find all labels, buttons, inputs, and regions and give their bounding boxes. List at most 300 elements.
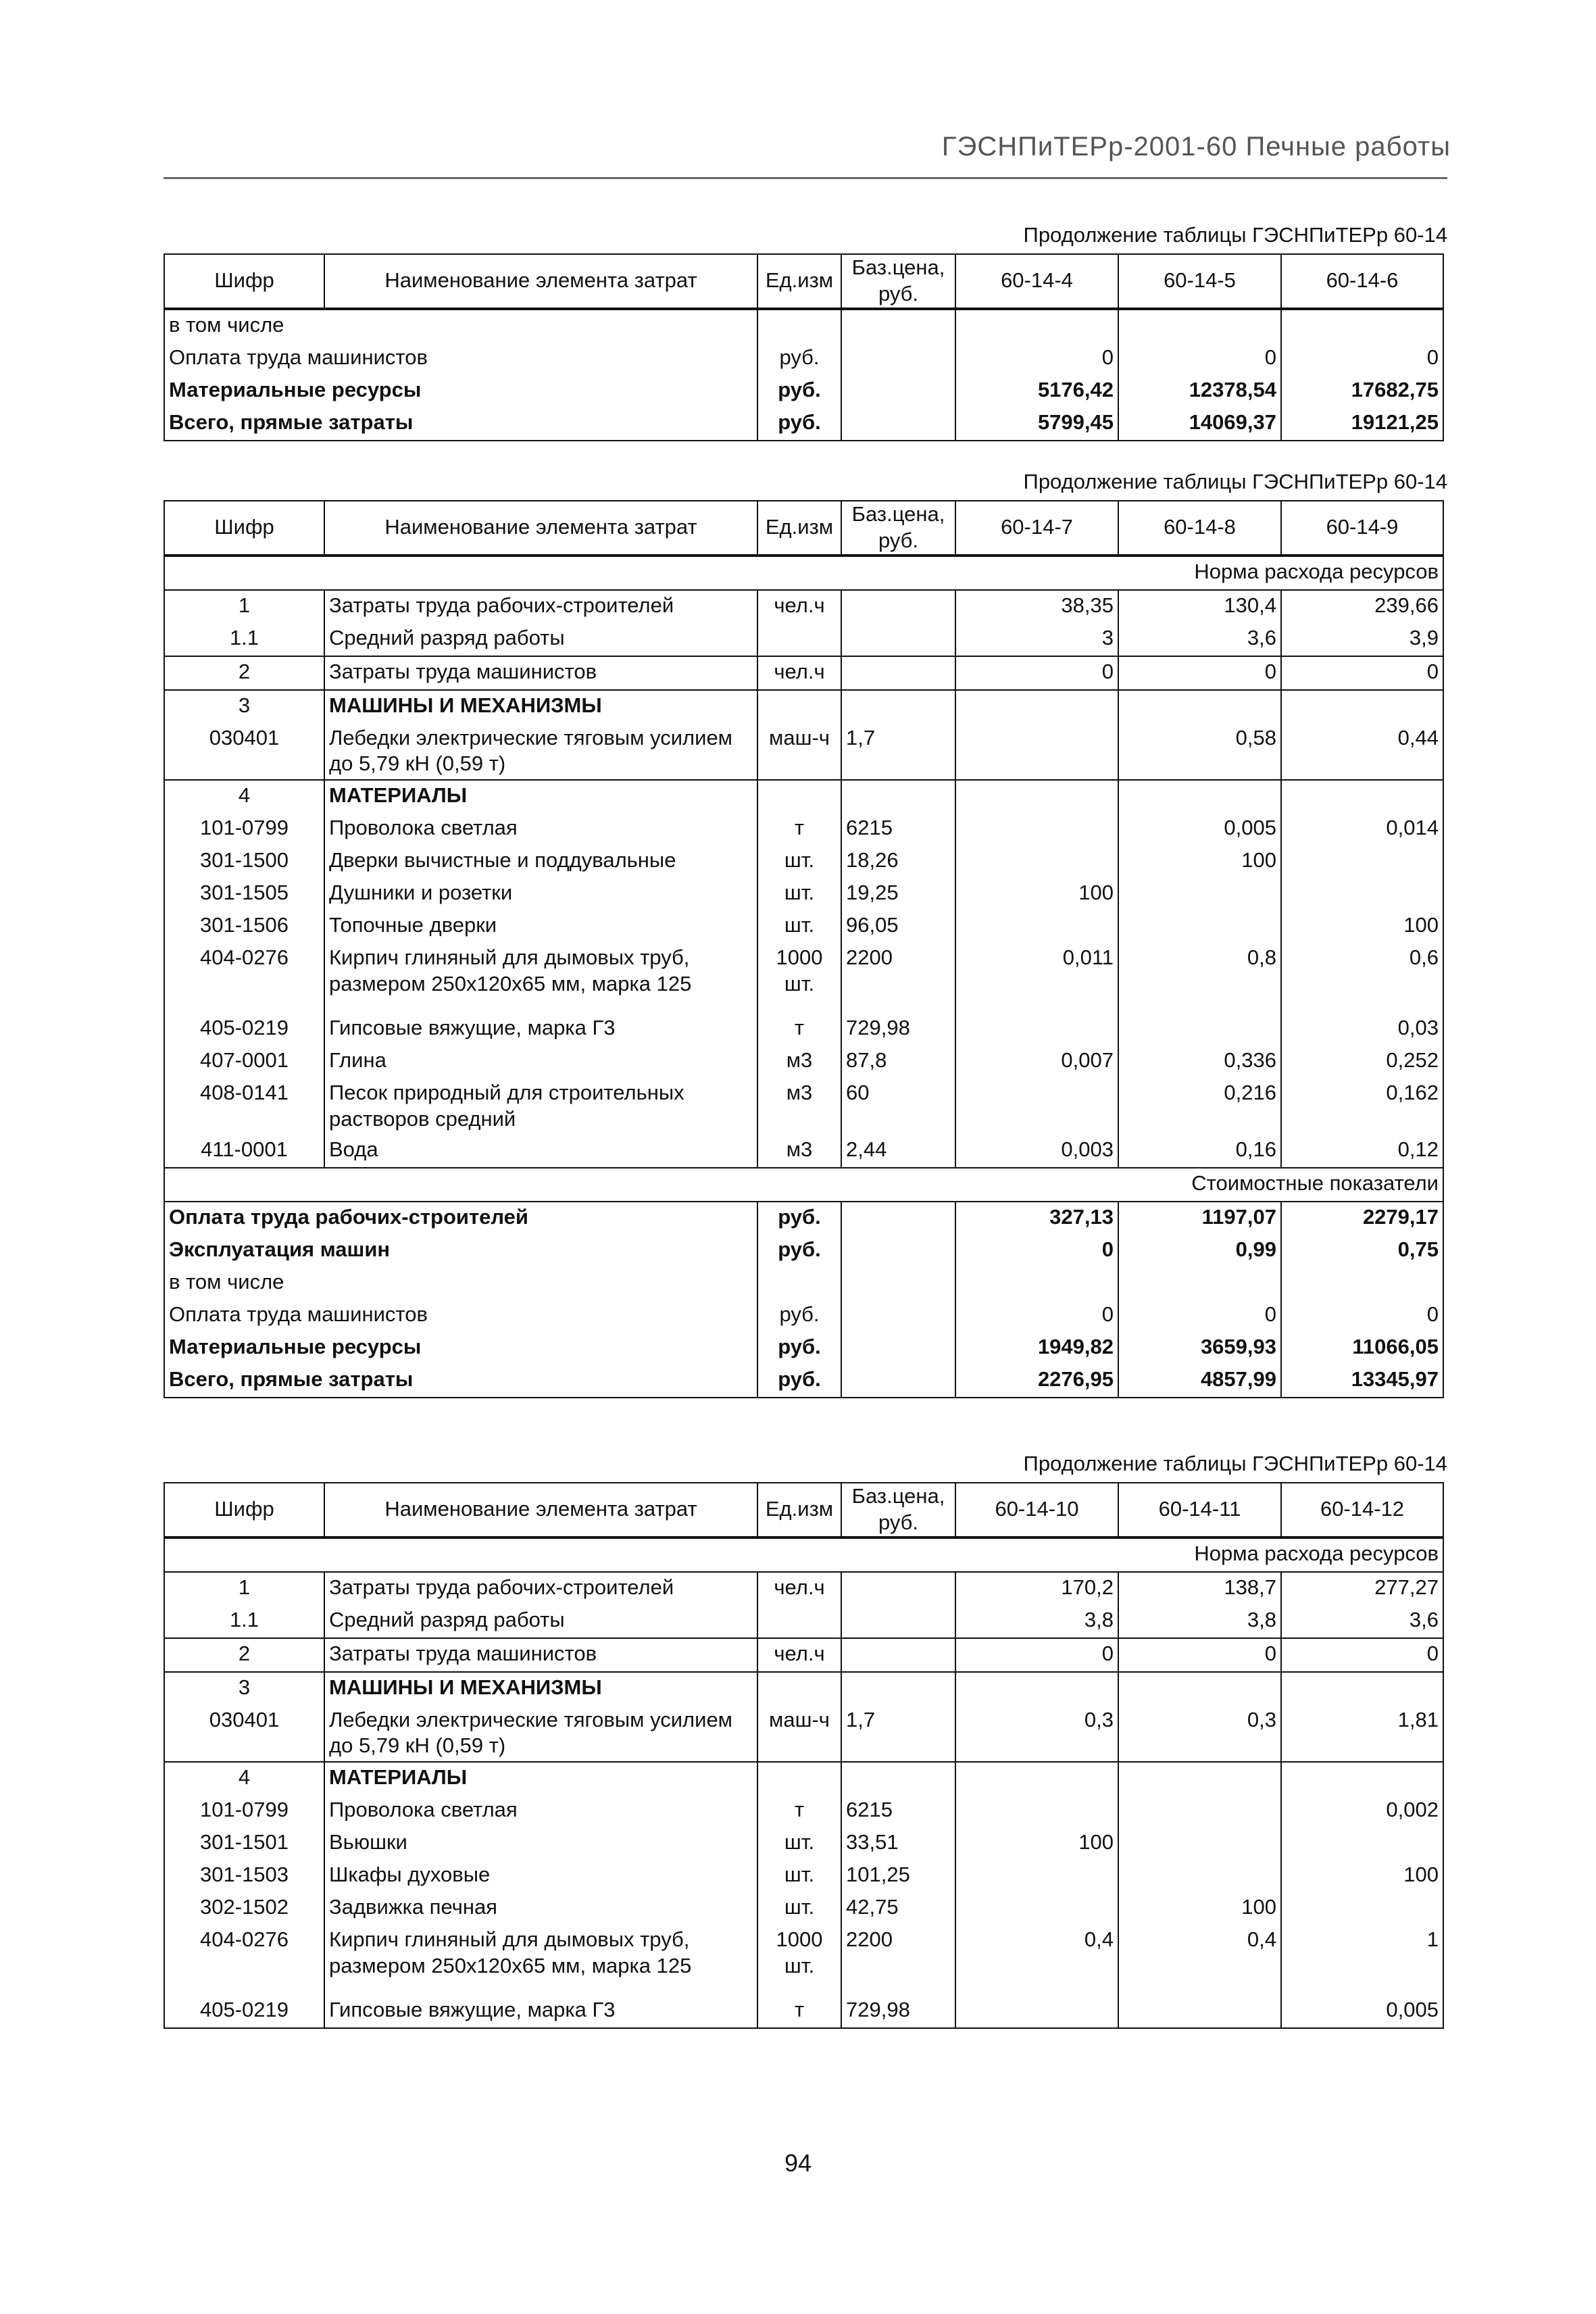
value-cell: 0,336 bbox=[1118, 1045, 1281, 1078]
unit-cell bbox=[757, 309, 841, 343]
table-row bbox=[164, 1860, 1443, 1892]
table-row bbox=[164, 943, 1443, 1013]
name-cell: МАШИНЫ И МЕХАНИЗМЫ bbox=[324, 690, 757, 723]
value-cell bbox=[1118, 878, 1281, 910]
norm-section-row bbox=[164, 1537, 1443, 1572]
value-cell: 0,44 bbox=[1281, 723, 1443, 781]
col-header-name: Наименование элемента затрат bbox=[324, 501, 757, 556]
unit-cell: руб. bbox=[757, 408, 841, 441]
table-body bbox=[164, 1537, 1443, 2029]
value-cell: 0,3 bbox=[1118, 1705, 1281, 1763]
name-cell: Затраты труда машинистов bbox=[324, 656, 757, 690]
unit-cell: маш-ч bbox=[757, 1705, 841, 1763]
value-cell: 130,4 bbox=[1118, 590, 1281, 623]
table-row bbox=[164, 910, 1443, 943]
unit-cell bbox=[757, 780, 841, 813]
col-header-unit: Ед.изм bbox=[757, 1483, 841, 1537]
price-cell: 42,75 bbox=[841, 1892, 955, 1925]
value-cell: 0 bbox=[1281, 343, 1443, 375]
name-cell: Проволока светлая bbox=[324, 1795, 757, 1827]
code-cell: 408-0141 bbox=[164, 1078, 324, 1135]
unit-cell: чел.ч bbox=[757, 1638, 841, 1672]
unit-cell: руб. bbox=[757, 1300, 841, 1332]
name-cell: МАШИНЫ И МЕХАНИЗМЫ bbox=[324, 1672, 757, 1705]
value-cell bbox=[955, 1078, 1118, 1135]
value-cell: 0,4 bbox=[955, 1925, 1118, 1995]
value-cell: 1197,07 bbox=[1118, 1202, 1281, 1235]
code-cell: 1 bbox=[164, 1572, 324, 1605]
value-cell bbox=[1281, 309, 1443, 343]
cost-label: Материальные ресурсы bbox=[164, 375, 757, 408]
value-cell bbox=[955, 910, 1118, 943]
cost-row bbox=[164, 1235, 1443, 1267]
norm-section-row bbox=[164, 556, 1443, 590]
col-header-variant: 60-14-4 bbox=[955, 254, 1118, 309]
price-cell bbox=[841, 375, 955, 408]
value-cell: 138,7 bbox=[1118, 1572, 1281, 1605]
table-row bbox=[164, 1572, 1443, 1605]
unit-cell: чел.ч bbox=[757, 1572, 841, 1605]
table-60-14-10-12 bbox=[164, 1482, 1444, 2029]
name-cell: Кирпич глиняный для дымовых труб, размером 250х120х65 мм, марка 125 bbox=[324, 1925, 757, 1995]
value-cell: 3,9 bbox=[1281, 623, 1443, 656]
col-header-variant: 60-14-7 bbox=[955, 501, 1118, 556]
value-cell: 0,014 bbox=[1281, 813, 1443, 845]
value-cell bbox=[1118, 1672, 1281, 1705]
value-cell bbox=[955, 1762, 1118, 1795]
value-cell: 239,66 bbox=[1281, 590, 1443, 623]
unit-cell: т bbox=[757, 813, 841, 845]
price-cell bbox=[841, 1762, 955, 1795]
value-cell: 2279,17 bbox=[1281, 1202, 1443, 1235]
name-cell: Затраты труда рабочих-строителей bbox=[324, 1572, 757, 1605]
cost-row bbox=[164, 309, 1443, 343]
table-row bbox=[164, 878, 1443, 910]
table-row bbox=[164, 623, 1443, 656]
value-cell: 2276,95 bbox=[955, 1364, 1118, 1398]
name-cell: МАТЕРИАЛЫ bbox=[324, 780, 757, 813]
value-cell: 277,27 bbox=[1281, 1572, 1443, 1605]
col-header-price: Баз.цена, руб. bbox=[841, 1483, 955, 1537]
price-cell: 18,26 bbox=[841, 845, 955, 878]
price-cell bbox=[841, 1364, 955, 1398]
value-cell: 5176,42 bbox=[955, 375, 1118, 408]
value-cell: 100 bbox=[1281, 1860, 1443, 1892]
code-cell: 1.1 bbox=[164, 623, 324, 656]
value-cell: 17682,75 bbox=[1281, 375, 1443, 408]
value-cell: 0 bbox=[1118, 343, 1281, 375]
cost-label: Оплата труда рабочих-строителей bbox=[164, 1202, 757, 1235]
cost-label: Оплата труда машинистов bbox=[164, 1300, 757, 1332]
unit-cell: шт. bbox=[757, 845, 841, 878]
value-cell: 0 bbox=[1118, 656, 1281, 690]
value-cell: 0,003 bbox=[955, 1135, 1118, 1168]
col-header-variant: 60-14-5 bbox=[1118, 254, 1281, 309]
value-cell: 0,99 bbox=[1118, 1235, 1281, 1267]
value-cell bbox=[955, 1995, 1118, 2028]
cost-label: в том числе bbox=[164, 1267, 757, 1300]
unit-cell bbox=[757, 1267, 841, 1300]
price-cell bbox=[841, 780, 955, 813]
value-cell: 100 bbox=[1281, 910, 1443, 943]
value-cell bbox=[955, 1892, 1118, 1925]
cost-section-row-label: Стоимостные показатели bbox=[164, 1168, 1443, 1202]
value-cell: 1,81 bbox=[1281, 1705, 1443, 1763]
code-cell: 407-0001 bbox=[164, 1045, 324, 1078]
value-cell bbox=[955, 309, 1118, 343]
code-cell: 4 bbox=[164, 1762, 324, 1795]
value-cell: 11066,05 bbox=[1281, 1332, 1443, 1364]
price-cell bbox=[841, 690, 955, 723]
col-header-variant: 60-14-6 bbox=[1281, 254, 1443, 309]
name-cell: Песок природный для строительных растворов средний bbox=[324, 1078, 757, 1135]
code-cell: 030401 bbox=[164, 723, 324, 781]
name-cell: Вьюшки bbox=[324, 1827, 757, 1860]
value-cell bbox=[1281, 845, 1443, 878]
cost-label: Оплата труда машинистов bbox=[164, 343, 757, 375]
price-cell bbox=[841, 1300, 955, 1332]
value-cell: 19121,25 bbox=[1281, 408, 1443, 441]
unit-cell: чел.ч bbox=[757, 656, 841, 690]
value-cell: 0 bbox=[1118, 1300, 1281, 1332]
code-cell: 404-0276 bbox=[164, 1925, 324, 1995]
value-cell bbox=[1118, 1995, 1281, 2028]
value-cell: 0,002 bbox=[1281, 1795, 1443, 1827]
col-header-price: Баз.цена, руб. bbox=[841, 254, 955, 309]
value-cell: 327,13 bbox=[955, 1202, 1118, 1235]
unit-cell: м3 bbox=[757, 1135, 841, 1168]
value-cell bbox=[1118, 690, 1281, 723]
price-cell bbox=[841, 1672, 955, 1705]
table-row bbox=[164, 1827, 1443, 1860]
code-cell: 405-0219 bbox=[164, 1013, 324, 1045]
value-cell bbox=[955, 845, 1118, 878]
code-cell: 404-0276 bbox=[164, 943, 324, 1013]
value-cell: 0 bbox=[955, 1638, 1118, 1672]
price-cell bbox=[841, 590, 955, 623]
name-cell: Вода bbox=[324, 1135, 757, 1168]
col-header-variant: 60-14-10 bbox=[955, 1483, 1118, 1537]
value-cell bbox=[955, 690, 1118, 723]
value-cell: 0 bbox=[1281, 1638, 1443, 1672]
value-cell: 0,3 bbox=[955, 1705, 1118, 1763]
code-cell: 301-1506 bbox=[164, 910, 324, 943]
value-cell: 0,4 bbox=[1118, 1925, 1281, 1995]
table-row bbox=[164, 1995, 1443, 2028]
unit-cell: 1000 шт. bbox=[757, 1925, 841, 1995]
price-cell: 6215 bbox=[841, 813, 955, 845]
col-header-unit: Ед.изм bbox=[757, 501, 841, 556]
cost-row bbox=[164, 375, 1443, 408]
name-cell: Лебедки электрические тяговым усилием до 5,79 кН (0,59 т) bbox=[324, 1705, 757, 1763]
price-cell bbox=[841, 408, 955, 441]
price-cell: 1,7 bbox=[841, 1705, 955, 1763]
value-cell: 100 bbox=[1118, 845, 1281, 878]
table-row bbox=[164, 813, 1443, 845]
table-row bbox=[164, 1672, 1443, 1705]
value-cell: 3,8 bbox=[955, 1605, 1118, 1638]
table-row bbox=[164, 1078, 1443, 1135]
value-cell bbox=[955, 1672, 1118, 1705]
value-cell: 3,8 bbox=[1118, 1605, 1281, 1638]
value-cell: 0 bbox=[1118, 1638, 1281, 1672]
price-cell bbox=[841, 1202, 955, 1235]
name-cell: Задвижка печная bbox=[324, 1892, 757, 1925]
value-cell: 0,6 bbox=[1281, 943, 1443, 1013]
value-cell bbox=[1281, 780, 1443, 813]
value-cell bbox=[955, 1013, 1118, 1045]
price-cell: 33,51 bbox=[841, 1827, 955, 1860]
cost-row bbox=[164, 1364, 1443, 1398]
code-cell: 301-1501 bbox=[164, 1827, 324, 1860]
unit-cell: шт. bbox=[757, 1860, 841, 1892]
value-cell: 0,011 bbox=[955, 943, 1118, 1013]
table-header-row bbox=[164, 254, 1443, 309]
table-header-row bbox=[164, 501, 1443, 556]
value-cell: 0,58 bbox=[1118, 723, 1281, 781]
table-row bbox=[164, 845, 1443, 878]
price-cell: 6215 bbox=[841, 1795, 955, 1827]
table-row bbox=[164, 1135, 1443, 1168]
unit-cell bbox=[757, 1762, 841, 1795]
code-cell: 301-1500 bbox=[164, 845, 324, 878]
unit-cell: м3 bbox=[757, 1045, 841, 1078]
code-cell: 405-0219 bbox=[164, 1995, 324, 2028]
col-header-variant: 60-14-9 bbox=[1281, 501, 1443, 556]
table-row bbox=[164, 1045, 1443, 1078]
name-cell: Кирпич глиняный для дымовых труб, размером 250х120х65 мм, марка 125 bbox=[324, 943, 757, 1013]
table-row bbox=[164, 1638, 1443, 1672]
price-cell: 96,05 bbox=[841, 910, 955, 943]
value-cell bbox=[1118, 1267, 1281, 1300]
value-cell: 100 bbox=[955, 878, 1118, 910]
cost-label: Всего, прямые затраты bbox=[164, 408, 757, 441]
name-cell: Гипсовые вяжущие, марка Г3 bbox=[324, 1013, 757, 1045]
value-cell bbox=[1118, 1860, 1281, 1892]
cost-label: Эксплуатация машин bbox=[164, 1235, 757, 1267]
value-cell: 0 bbox=[1281, 1300, 1443, 1332]
value-cell: 3,6 bbox=[1281, 1605, 1443, 1638]
price-cell bbox=[841, 309, 955, 343]
value-cell bbox=[955, 1860, 1118, 1892]
name-cell: Лебедки электрические тяговым усилием до 5,79 кН (0,59 т) bbox=[324, 723, 757, 781]
table-row bbox=[164, 1925, 1443, 1995]
table-row bbox=[164, 1892, 1443, 1925]
table-row bbox=[164, 656, 1443, 690]
table-body bbox=[164, 556, 1443, 1398]
table-row bbox=[164, 1013, 1443, 1045]
cost-row bbox=[164, 1267, 1443, 1300]
table-60-14-7-9 bbox=[164, 500, 1444, 1398]
price-cell bbox=[841, 1605, 955, 1638]
cost-label: Материальные ресурсы bbox=[164, 1332, 757, 1364]
value-cell: 3,6 bbox=[1118, 623, 1281, 656]
table-60-14-4-6 bbox=[164, 253, 1444, 441]
table-header-row bbox=[164, 1483, 1443, 1537]
unit-cell: т bbox=[757, 1013, 841, 1045]
value-cell: 100 bbox=[955, 1827, 1118, 1860]
page-number: 94 bbox=[784, 2149, 812, 2177]
price-cell: 729,98 bbox=[841, 1995, 955, 2028]
value-cell bbox=[1118, 910, 1281, 943]
unit-cell: шт. bbox=[757, 878, 841, 910]
value-cell bbox=[1281, 690, 1443, 723]
value-cell: 1949,82 bbox=[955, 1332, 1118, 1364]
table-row bbox=[164, 1762, 1443, 1795]
cost-label: в том числе bbox=[164, 309, 757, 343]
unit-cell bbox=[757, 690, 841, 723]
col-header-name: Наименование элемента затрат bbox=[324, 1483, 757, 1537]
cost-section-row bbox=[164, 1168, 1443, 1202]
name-cell: Гипсовые вяжущие, марка Г3 bbox=[324, 1995, 757, 2028]
name-cell: Глина bbox=[324, 1045, 757, 1078]
table-row bbox=[164, 690, 1443, 723]
price-cell: 729,98 bbox=[841, 1013, 955, 1045]
code-cell: 1.1 bbox=[164, 1605, 324, 1638]
value-cell: 4857,99 bbox=[1118, 1364, 1281, 1398]
unit-cell: руб. bbox=[757, 1364, 841, 1398]
value-cell bbox=[1281, 878, 1443, 910]
value-cell bbox=[1118, 309, 1281, 343]
code-cell: 411-0001 bbox=[164, 1135, 324, 1168]
table-row bbox=[164, 780, 1443, 813]
code-cell: 302-1502 bbox=[164, 1892, 324, 1925]
col-header-code: Шифр bbox=[164, 254, 324, 309]
value-cell: 0,252 bbox=[1281, 1045, 1443, 1078]
value-cell: 3 bbox=[955, 623, 1118, 656]
value-cell: 1 bbox=[1281, 1925, 1443, 1995]
unit-cell: маш-ч bbox=[757, 723, 841, 781]
value-cell: 0,8 bbox=[1118, 943, 1281, 1013]
col-header-variant: 60-14-11 bbox=[1118, 1483, 1281, 1537]
table-row bbox=[164, 1795, 1443, 1827]
value-cell bbox=[955, 723, 1118, 781]
value-cell bbox=[1118, 1795, 1281, 1827]
price-cell: 87,8 bbox=[841, 1045, 955, 1078]
name-cell: Затраты труда рабочих-строителей bbox=[324, 590, 757, 623]
value-cell: 0,03 bbox=[1281, 1013, 1443, 1045]
unit-cell: шт. bbox=[757, 1827, 841, 1860]
unit-cell: руб. bbox=[757, 1235, 841, 1267]
value-cell bbox=[1281, 1892, 1443, 1925]
name-cell: Дверки вычистные и поддувальные bbox=[324, 845, 757, 878]
col-header-unit: Ед.изм bbox=[757, 254, 841, 309]
unit-cell: чел.ч bbox=[757, 590, 841, 623]
value-cell: 0 bbox=[955, 656, 1118, 690]
table-body bbox=[164, 309, 1443, 441]
unit-cell: т bbox=[757, 1995, 841, 2028]
name-cell: МАТЕРИАЛЫ bbox=[324, 1762, 757, 1795]
value-cell bbox=[955, 813, 1118, 845]
name-cell: Затраты труда машинистов bbox=[324, 1638, 757, 1672]
value-cell: 0,12 bbox=[1281, 1135, 1443, 1168]
cost-row bbox=[164, 343, 1443, 375]
value-cell: 0,16 bbox=[1118, 1135, 1281, 1168]
value-cell bbox=[955, 1267, 1118, 1300]
table-row bbox=[164, 1605, 1443, 1638]
price-cell: 2,44 bbox=[841, 1135, 955, 1168]
document-header-title: ГЭСНПиТЕРр-2001-60 Печные работы bbox=[941, 132, 1451, 162]
value-cell: 0 bbox=[955, 1300, 1118, 1332]
price-cell: 2200 bbox=[841, 943, 955, 1013]
value-cell: 14069,37 bbox=[1118, 408, 1281, 441]
value-cell: 0,162 bbox=[1281, 1078, 1443, 1135]
price-cell: 101,25 bbox=[841, 1860, 955, 1892]
cost-row bbox=[164, 1332, 1443, 1364]
code-cell: 3 bbox=[164, 690, 324, 723]
col-header-code: Шифр bbox=[164, 1483, 324, 1537]
value-cell: 0 bbox=[955, 343, 1118, 375]
price-cell bbox=[841, 623, 955, 656]
value-cell bbox=[955, 1795, 1118, 1827]
unit-cell bbox=[757, 623, 841, 656]
price-cell bbox=[841, 343, 955, 375]
unit-cell: м3 bbox=[757, 1078, 841, 1135]
name-cell: Шкафы духовые bbox=[324, 1860, 757, 1892]
norm-section-row-label: Норма расхода ресурсов bbox=[164, 556, 1443, 590]
price-cell: 2200 bbox=[841, 1925, 955, 1995]
col-header-code: Шифр bbox=[164, 501, 324, 556]
name-cell: Средний разряд работы bbox=[324, 623, 757, 656]
value-cell: 170,2 bbox=[955, 1572, 1118, 1605]
value-cell bbox=[1118, 780, 1281, 813]
price-cell bbox=[841, 1332, 955, 1364]
unit-cell: руб. bbox=[757, 375, 841, 408]
col-header-variant: 60-14-8 bbox=[1118, 501, 1281, 556]
name-cell: Средний разряд работы bbox=[324, 1605, 757, 1638]
cost-label: Всего, прямые затраты bbox=[164, 1364, 757, 1398]
value-cell bbox=[1281, 1267, 1443, 1300]
unit-cell bbox=[757, 1672, 841, 1705]
price-cell bbox=[841, 1235, 955, 1267]
value-cell bbox=[955, 780, 1118, 813]
code-cell: 2 bbox=[164, 1638, 324, 1672]
unit-cell: 1000 шт. bbox=[757, 943, 841, 1013]
value-cell: 12378,54 bbox=[1118, 375, 1281, 408]
value-cell bbox=[1118, 1762, 1281, 1795]
code-cell: 030401 bbox=[164, 1705, 324, 1763]
norm-section-row-label: Норма расхода ресурсов bbox=[164, 1537, 1443, 1572]
code-cell: 301-1503 bbox=[164, 1860, 324, 1892]
unit-cell bbox=[757, 1605, 841, 1638]
cost-row bbox=[164, 1202, 1443, 1235]
code-cell: 2 bbox=[164, 656, 324, 690]
unit-cell: руб. bbox=[757, 1202, 841, 1235]
price-cell: 19,25 bbox=[841, 878, 955, 910]
value-cell: 3659,93 bbox=[1118, 1332, 1281, 1364]
unit-cell: шт. bbox=[757, 1892, 841, 1925]
price-cell bbox=[841, 656, 955, 690]
table-row bbox=[164, 723, 1443, 781]
name-cell: Проволока светлая bbox=[324, 813, 757, 845]
unit-cell: руб. bbox=[757, 343, 841, 375]
value-cell: 5799,45 bbox=[955, 408, 1118, 441]
col-header-name: Наименование элемента затрат bbox=[324, 254, 757, 309]
value-cell: 100 bbox=[1118, 1892, 1281, 1925]
continuation-caption-3: Продолжение таблицы ГЭСНПиТЕРр 60-14 bbox=[1023, 1452, 1447, 1475]
name-cell: Топочные дверки bbox=[324, 910, 757, 943]
code-cell: 1 bbox=[164, 590, 324, 623]
cost-row bbox=[164, 408, 1443, 441]
price-cell bbox=[841, 1638, 955, 1672]
value-cell: 0,75 bbox=[1281, 1235, 1443, 1267]
price-cell: 1,7 bbox=[841, 723, 955, 781]
col-header-price: Баз.цена, руб. bbox=[841, 501, 955, 556]
value-cell bbox=[1118, 1013, 1281, 1045]
unit-cell: руб. bbox=[757, 1332, 841, 1364]
header-rule bbox=[164, 177, 1447, 179]
continuation-caption-2: Продолжение таблицы ГЭСНПиТЕРр 60-14 bbox=[1023, 470, 1447, 493]
